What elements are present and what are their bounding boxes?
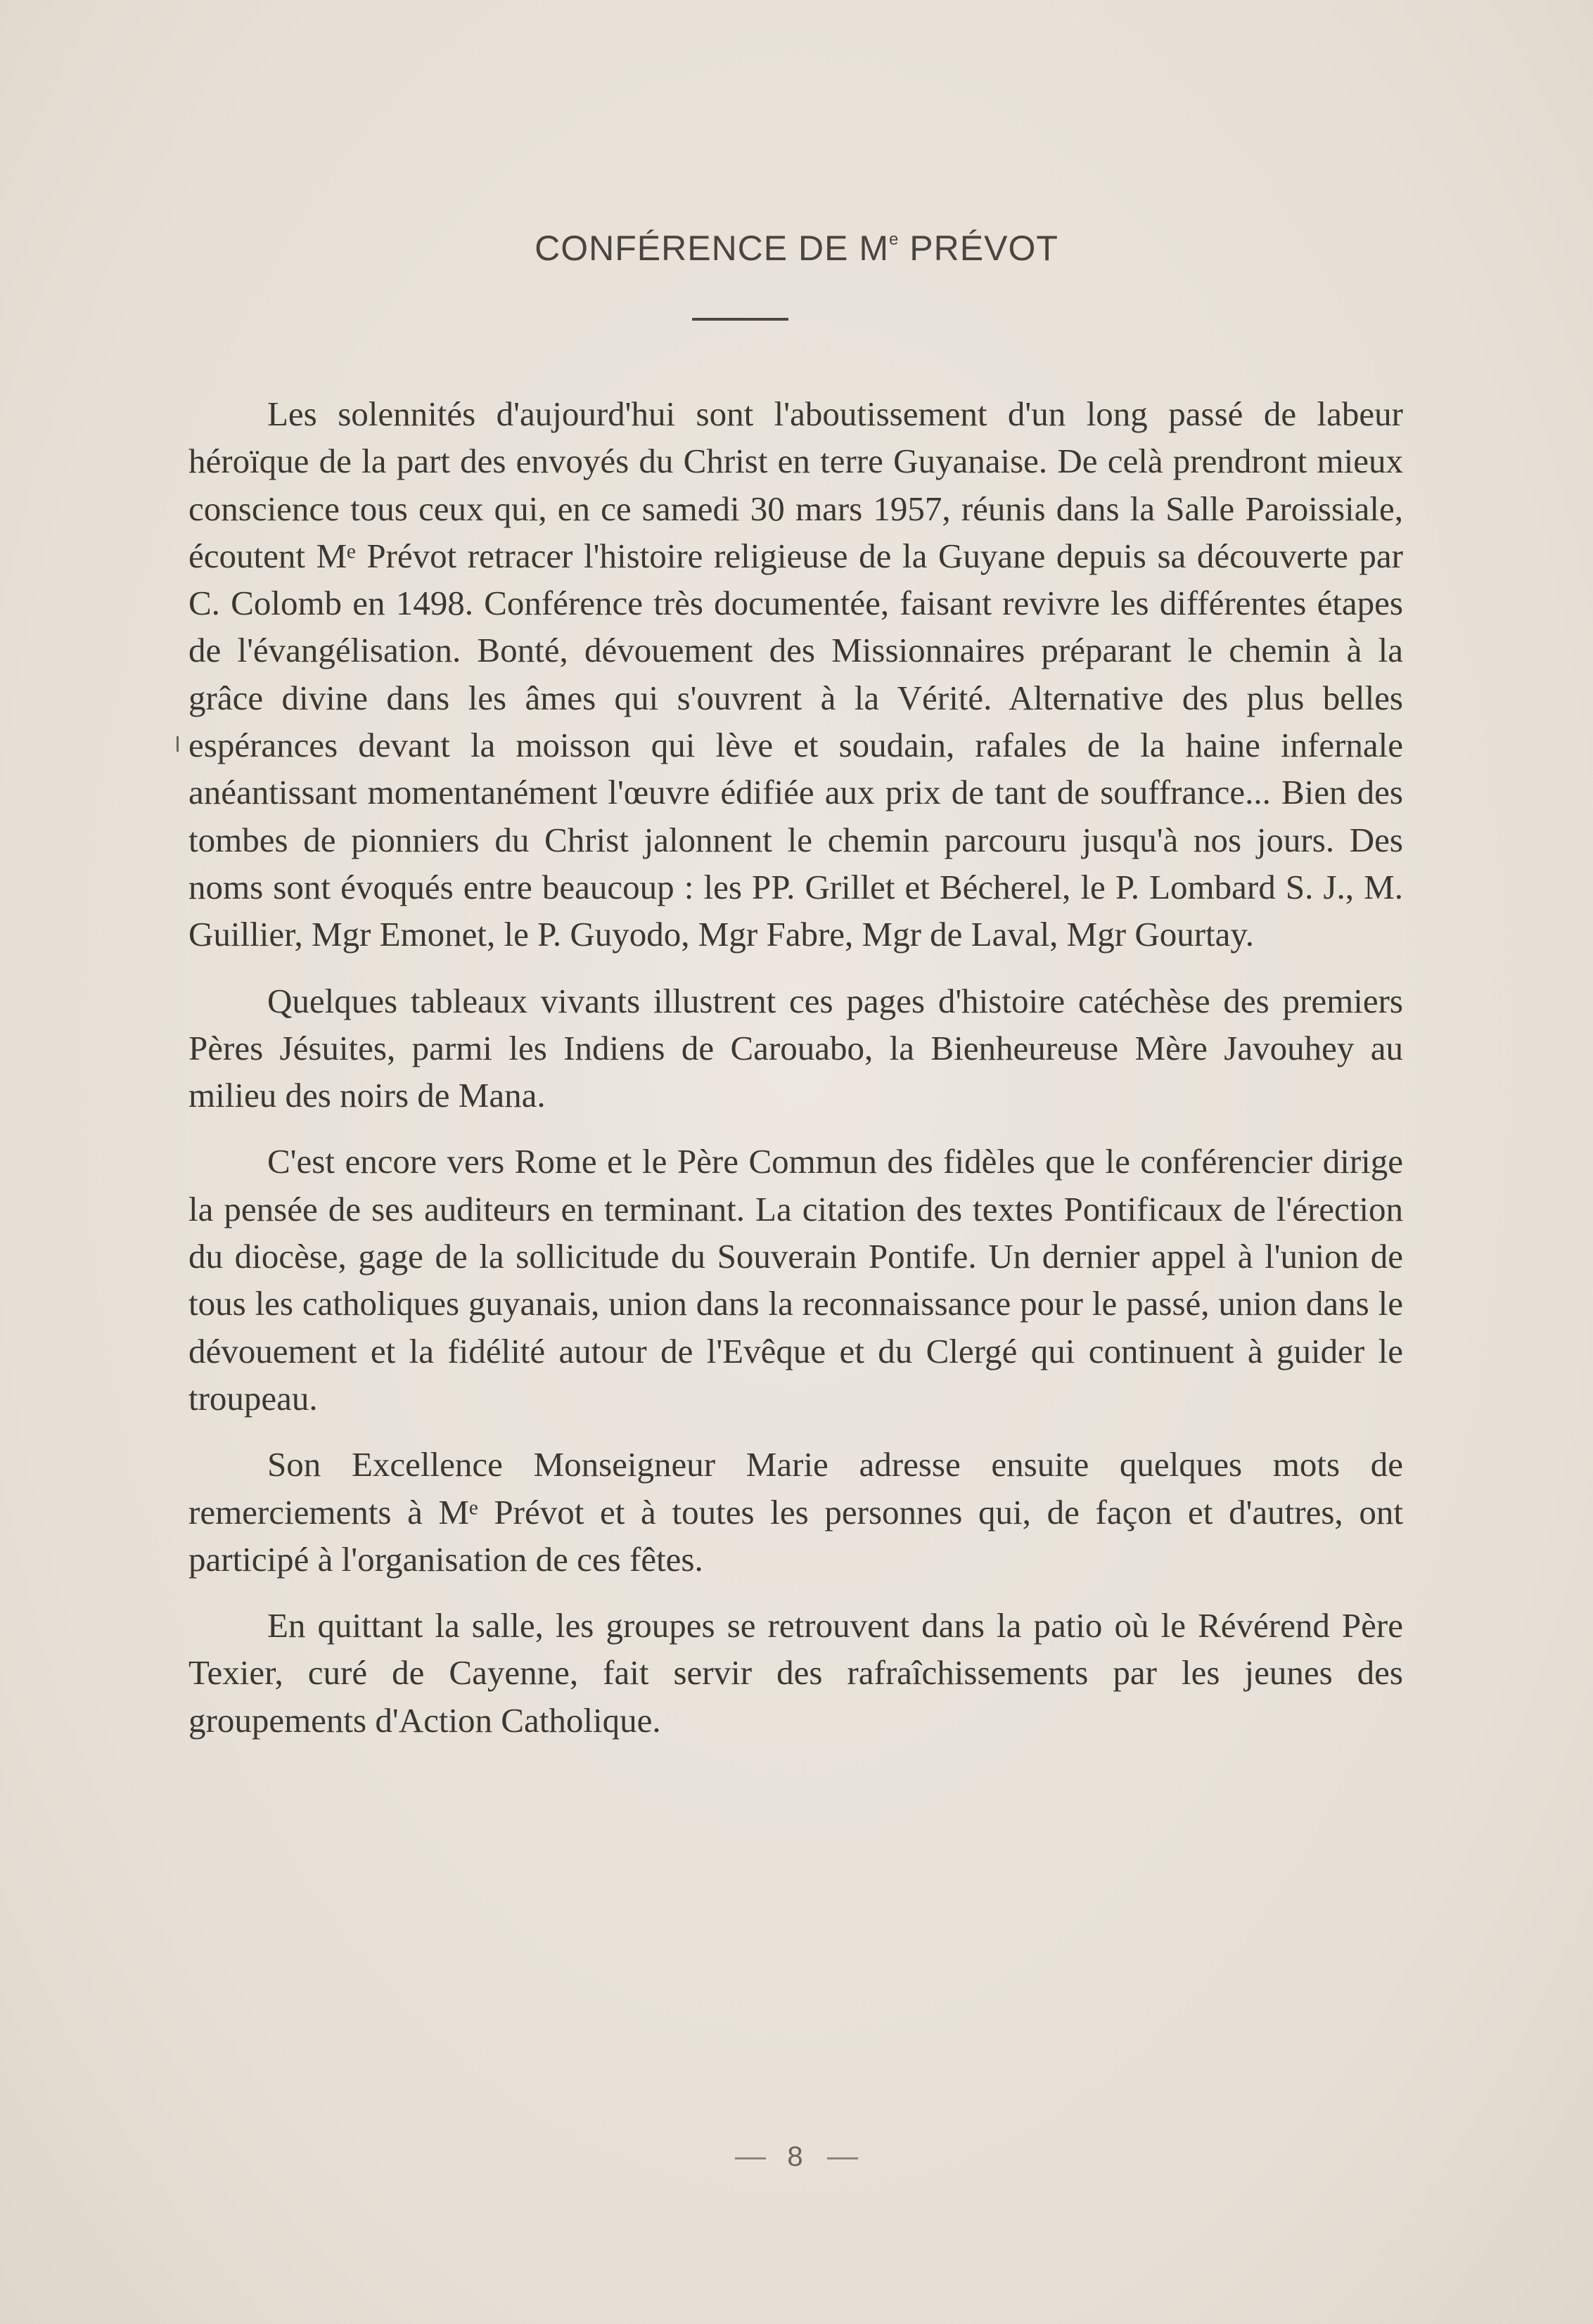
- title-text-rest: PRÉVOT: [899, 228, 1058, 268]
- article-body: [188, 390, 1403, 1763]
- paragraph: C'est encore vers Rome et le Père Commun des fidèles que le conférencier dirige la pensée de ses auditeurs en terminant. La citation des textes Pontificaux de l'érection du diocèse, gage de la sollicitude du Souverain Pontife. Un dernier appel à l'union de tous les catholiques guyanais, union dans la reconnaissance pour le passé, union dans le dévouement et la fidélité autour de l'Evêque et du Clergé qui continuent à guider le troupeau.: [188, 1142, 1403, 1418]
- title-superscript: e: [889, 229, 900, 249]
- title-divider: [692, 318, 788, 321]
- title-text: CONFÉRENCE DE M: [535, 228, 890, 268]
- page-title: [0, 228, 1593, 269]
- margin-mark: [177, 736, 179, 752]
- paragraph: En quittant la salle, les groupes se retrouvent dans la patio où le Révérend Père Texier, curé de Cayenne, fait servir des rafraîchissements par les jeunes des groupements d'Action Catholique.: [188, 1606, 1403, 1740]
- paragraph: Son Excellence Monseigneur Marie adresse ensuite quelques mots de remerciements à Mᵉ Prévot et à toutes les personnes qui, de façon et d'autres, ont participé à l'organisation de ces fêtes.: [188, 1445, 1403, 1579]
- dash-right: [827, 2157, 858, 2159]
- paragraph: Les solennités d'aujourd'hui sont l'aboutissement d'un long passé de labeur héroïque de la part des envoyés du Christ en terre Guyanaise. De celà prendront mieux conscience tous ceux qui, en ce samedi 30 mars 1957, réunis dans la Salle Paroissiale, écoutent Mᵉ Prévot retracer l'histoire religieuse de la Guyane depuis sa découverte par C. Colomb en 1498. Conférence très documentée, faisant revivre les différentes étapes de l'évangélisation. Bonté, dévouement des Missionnaires préparant le chemin à la grâce divine dans les âmes qui s'ouvrent à la Vérité. Alternative des plus belles espérances devant la moisson qui lève et soudain, rafales de la haine infernale anéantissant momentanément l'œuvre édifiée aux prix de tant de souffrance... Bien des tombes de pionniers du Christ jalonnent le chemin parcouru jusqu'à nos jours. Des noms sont évoqués entre beaucoup : les PP. Grillet et Bécherel, le P. Lombard S. J., M. Guillier, Mgr Emonet, le P. Guyodo, Mgr Fabre, Mgr de Laval, Mgr Gourtay.: [188, 394, 1403, 954]
- paragraph: Quelques tableaux vivants illustrent ces pages d'histoire catéchèse des premiers Pères Jésuites, parmi les Indiens de Carouabo, la Bienheureuse Mère Javouhey au milieu des noirs de Mana.: [188, 981, 1403, 1115]
- page-number-text: 8: [787, 2141, 806, 2172]
- page-number: [0, 2141, 1593, 2173]
- dash-left: [735, 2157, 766, 2159]
